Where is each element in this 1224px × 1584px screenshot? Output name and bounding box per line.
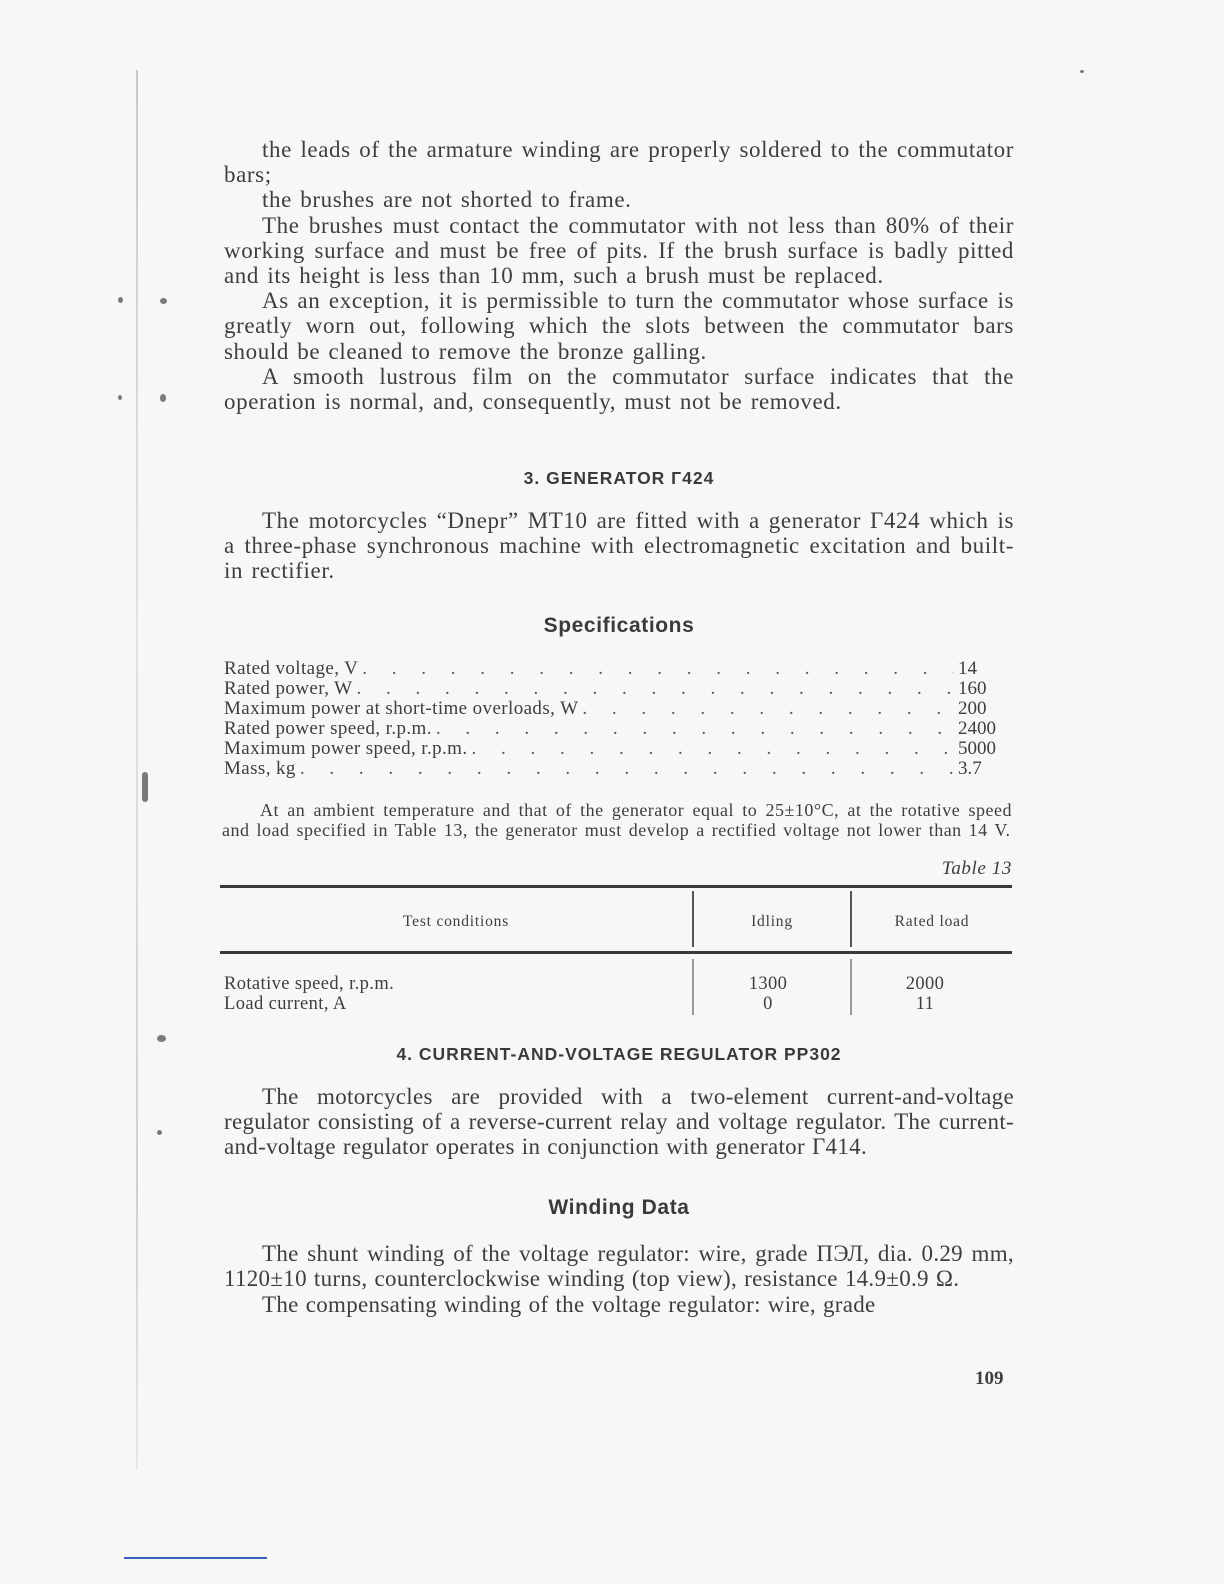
winding-paragraph: The compensating winding of the voltage regulator: wire, grade (262, 1292, 876, 1318)
table-13 (220, 885, 1012, 1020)
table-row-label: Load current, A (224, 994, 347, 1014)
link-underline (124, 1557, 267, 1559)
section-4-text (224, 1084, 1014, 1160)
spec-row (224, 759, 1002, 779)
leader-dots (436, 719, 954, 739)
spec-label: Mass, kg (224, 758, 296, 779)
winding-heading-wrap (224, 1196, 1014, 1220)
spec-row (224, 659, 1002, 679)
leader-dots (472, 739, 954, 759)
scan-speck (160, 394, 166, 402)
section-paragraph: The motorcycles are provided with a two-element current-and-voltage regulator consisting of a reverse-current relay and voltage regulator. The current-and-voltage regulator operates in conjunction with generator Г414. (224, 1084, 1014, 1160)
scan-speck (142, 772, 148, 802)
table-cell: 11 (915, 994, 935, 1014)
specifications-list (224, 659, 1002, 779)
scan-speck (157, 1035, 166, 1042)
spec-value: 3.7 (958, 758, 982, 779)
spec-label: Maximum power speed, r.p.m. (224, 738, 468, 759)
section-heading: 4. CURRENT-AND-VOLTAGE REGULATOR PP302 (396, 1044, 842, 1064)
spec-label: Rated power, W (224, 678, 353, 699)
section-paragraph: The motorcycles “Dnepr” MT10 are fitted with a generator Г424 which is a three-phase synchronous machine with electromagnetic excitation and built-in rectifier. (224, 508, 1014, 584)
specs-heading-wrap (224, 614, 1014, 638)
winding-heading: Winding Data (548, 1196, 690, 1219)
table-cell: 0 (763, 994, 773, 1014)
spec-value: 14 (958, 658, 977, 679)
scan-speck (1080, 70, 1084, 73)
spec-row (224, 699, 1002, 719)
spec-label: Rated voltage, V (224, 658, 359, 679)
intro-paragraph: A smooth lustrous film on the commutator surface indicates that the operation is normal, and, consequently, must not be removed. (224, 363, 1014, 415)
table-header-rule (220, 951, 1012, 954)
spec-value: 200 (958, 698, 987, 719)
table-top-rule (220, 885, 1012, 888)
table-caption: Table 13 (941, 858, 1012, 879)
intro-paragraph: the brushes are not shorted to frame. (262, 187, 632, 213)
scan-speck (157, 1130, 162, 1135)
table-row-label: Rotative speed, r.p.m. (224, 974, 395, 994)
table-cell: 2000 (905, 974, 945, 994)
leader-dots (300, 759, 954, 779)
section-3-heading-wrap (224, 468, 1014, 489)
intro-paragraph: As an exception, it is permissible to turn the commutator whose surface is greatly worn out, following which the slots between the commutator bars should be cleaned to remove the bronze galling. (224, 288, 1014, 364)
section-3-text (224, 508, 1014, 584)
scan-speck (160, 298, 167, 304)
intro-text-block (224, 137, 1014, 414)
generator-note: At an ambient temperature and that of the generator equal to 25±10°C, at the rotative speed and load specified in Table 13, the generator must develop a rectified voltage not lower than 14 V. (222, 800, 1012, 840)
winding-paragraph: The shunt winding of the voltage regulator: wire, grade ПЭЛ, dia. 0.29 mm, 1120±10 turns, counterclockwise winding (top view), resistance 14.9±0.9 Ω. (224, 1241, 1014, 1292)
spec-value: 160 (958, 678, 987, 699)
page-number: 109 (975, 1368, 1004, 1389)
table-cell: 1300 (748, 974, 788, 994)
winding-text (224, 1241, 1014, 1318)
spec-row (224, 719, 1002, 739)
spec-label: Rated power speed, r.p.m. (224, 718, 432, 739)
intro-paragraph: the leads of the armature winding are properly soldered to the commutator bars; (224, 137, 1014, 188)
table-header-cell: Idling (751, 913, 793, 930)
leader-dots (362, 659, 954, 679)
leader-dots (582, 699, 954, 719)
section-4-heading-wrap (224, 1044, 1014, 1065)
binding-edge (136, 70, 138, 1470)
leader-dots (356, 679, 954, 699)
section-heading: 3. GENERATOR Г424 (523, 468, 715, 488)
table-header-cell: Rated load (894, 913, 970, 930)
specs-heading: Specifications (543, 614, 695, 637)
scan-speck (118, 395, 122, 400)
intro-paragraph: The brushes must contact the commutator with not less than 80% of their working surface and must be free of pits. If the brush surface is badly pitted and its height is less than 10 mm, such a brush must be replaced. (224, 212, 1014, 289)
table-header-cell: Test conditions (402, 913, 510, 930)
spec-row (224, 739, 1002, 759)
scan-speck (118, 297, 123, 303)
spec-label: Maximum power at short-time overloads, W (224, 698, 579, 719)
spec-value: 2400 (958, 718, 996, 739)
spec-row (224, 679, 1002, 699)
spec-value: 5000 (958, 738, 996, 759)
